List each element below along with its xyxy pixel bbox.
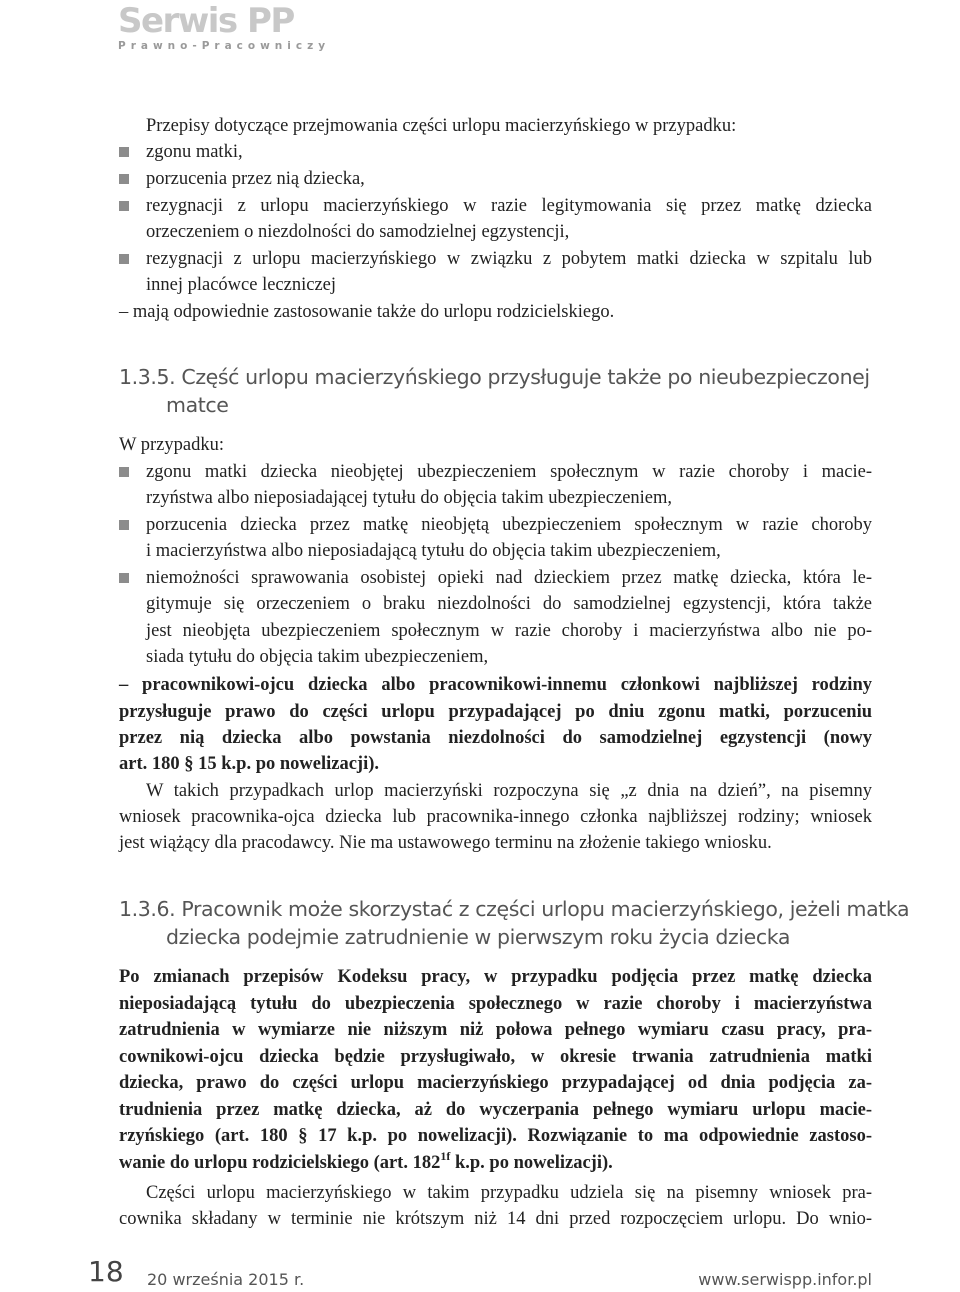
logo-subtitle: Prawno-Pracowniczy	[118, 40, 331, 52]
intro-item-1: zgonu matki,	[146, 142, 243, 162]
section-2-bold-line-3: zatrudnienia w wymiarze nie niższym niż połowa pełnego wymiaru czasu pracy, pra-	[119, 1020, 872, 1040]
bullet-square-icon	[119, 147, 129, 157]
section-1-item-3-line-1: niemożności sprawowania osobistej opieki nad dzieckiem przez matkę dziecka, która le-	[146, 568, 872, 588]
section-1-title-line-2: matce	[166, 393, 229, 417]
section-1-bold-line-2: przysługuje prawo do części urlopu przypadającej po dniu zgonu matki, porzuceniu	[119, 702, 872, 722]
bullet-square-icon	[119, 467, 129, 477]
section-1-para-line-3: jest wiążący dla pracodawcy. Nie ma ustawowego terminu na złożenie takiego wniosku.	[119, 833, 772, 853]
section-2-number: 1.3.6.	[119, 897, 176, 921]
intro-item-3-line-1: rezygnacji z urlopu macierzyńskiego w razie legitymowania się przez matkę dziecka	[146, 196, 872, 216]
bullet-square-icon	[119, 201, 129, 211]
intro-lead: Przepisy dotyczące przejmowania części urlopu macierzyńskiego w przypadku:	[146, 116, 737, 136]
website-url[interactable]: www.serwispp.infor.pl	[698, 1270, 872, 1289]
section-1-number: 1.3.5.	[119, 365, 176, 389]
section-2-title-line-1	[119, 894, 909, 924]
intro-item-3-line-2: orzeczeniem o niezdolności do samodzielnej egzystencji,	[146, 222, 570, 242]
section-2-bold-line-2: nieposiadającą tytułu do ubezpieczenia społecznego w razie choroby i macierzyństwa	[119, 994, 872, 1014]
section-2-bold-line-4: cownikowi-ojcu dziecka będzie przysługiwało, w okresie trwania zatrudnienia matki	[119, 1047, 872, 1067]
section-2-title-line-2: dziecka podejmie zatrudnienie w pierwszym roku życia dziecka	[166, 925, 791, 949]
section-1-item-3-line-3: jest nieobjęta ubezpieczeniem społecznym w razie choroby i macierzyństwa albo nie po-	[146, 621, 872, 641]
bullet-square-icon	[119, 573, 129, 583]
intro-item-4-line-1: rezygnacji z urlopu macierzyńskiego w związku z pobytem matki dziecka w szpitalu lub	[146, 249, 872, 269]
bullet-square-icon	[119, 174, 129, 184]
logo	[118, 2, 330, 52]
section-1-item-1-line-1: zgonu matki dziecka nieobjętej ubezpieczeniem społecznym w razie choroby i macie-	[146, 462, 872, 482]
section-1-item-3-line-4: siada tytułu do objęcia takim ubezpieczeniem,	[146, 647, 489, 667]
section-1-title-line-1	[119, 362, 870, 392]
section-2-para-line-2: cownika składany w terminie nie krótszym niż 14 dni przed rozpoczęciem urlopu. Do wnio-	[119, 1209, 872, 1229]
section-1-para-line-2: wniosek pracownika-ojca dziecka lub pracownika-innego członka najbliższej rodziny; wniosek	[119, 807, 872, 827]
section-2-title: Pracownik może skorzystać z części urlopu macierzyńskiego, jeżeli matka	[181, 897, 910, 921]
intro-item-2: porzucenia przez nią dziecka,	[146, 169, 365, 189]
page-number: 18	[88, 1255, 124, 1288]
section-1-item-1-line-2: rzyństwa albo nieposiadającej tytułu do objęcia takim ubezpieczeniem,	[146, 488, 673, 508]
section-2-bold-line-7: rzyńskiego (art. 180 § 17 k.p. po nowelizacji). Rozwiązanie to ma odpowiednie zastoso-	[119, 1126, 872, 1146]
section-1-bold-line-4: art. 180 § 15 k.p. po nowelizacji).	[119, 754, 380, 774]
intro-item-4-line-2: innej placówce leczniczej	[146, 275, 337, 295]
section-2-bold-line-5: dziecka, prawo do części urlopu macierzyńskiego przypadającej od dnia podjęcia za-	[119, 1073, 872, 1093]
section-2-bold-line-8-b: k.p. po nowelizacji).	[450, 1153, 613, 1173]
section-1-bold-line-3: przez nią dziecka albo powstania niezdolności do samodzielnej egzystencji (nowy	[119, 728, 872, 748]
section-1-item-3-line-2: gitymuje się orzeczeniem o braku niezdolności do samodzielnej egzystencji, która także	[146, 594, 872, 614]
section-2-bold-line-6: trudnienia przez matkę dziecka, aż do wyczerpania pełnego wymiaru urlopu macie-	[119, 1100, 872, 1120]
logo-title: Serwis PP	[118, 1, 294, 41]
section-2-bold-line-8	[119, 1150, 613, 1176]
issue-date: 20 września 2015 r.	[147, 1270, 305, 1289]
bullet-square-icon	[119, 520, 129, 530]
section-1-para-line-1: W takich przypadkach urlop macierzyński rozpoczyna się „z dnia na dzień”, na pisemny	[146, 781, 872, 801]
section-1-title: Część urlopu macierzyńskiego przysługuje także po nieubezpieczonej	[181, 365, 870, 389]
bullet-square-icon	[119, 254, 129, 264]
section-2-bold-line-8-a: wanie do urlopu rodzicielskiego (art. 182	[119, 1153, 441, 1173]
section-1-item-2-line-2: i macierzyństwa albo nieposiadającą tytułu do objęcia takim ubezpieczeniem,	[146, 541, 721, 561]
section-2-superscript: 1f	[440, 1149, 451, 1163]
section-1-item-2-line-1: porzucenia dziecka przez matkę nieobjętą ubezpieczeniem społecznym w razie choroby	[146, 515, 872, 535]
section-1-bold-line-1: – pracownikowi-ojcu dziecka albo pracownikowi-innemu członkowi najbliższej rodziny	[119, 675, 872, 695]
section-2-para-line-1: Części urlopu macierzyńskiego w takim przypadku udziela się na pisemny wniosek pra-	[146, 1183, 872, 1203]
section-2-bold-line-1: Po zmianach przepisów Kodeksu pracy, w przypadku podjęcia przez matkę dziecka	[119, 967, 872, 987]
intro-closing: – mają odpowiednie zastosowanie także do urlopu rodzicielskiego.	[119, 302, 615, 322]
section-1-lead: W przypadku:	[119, 435, 224, 455]
